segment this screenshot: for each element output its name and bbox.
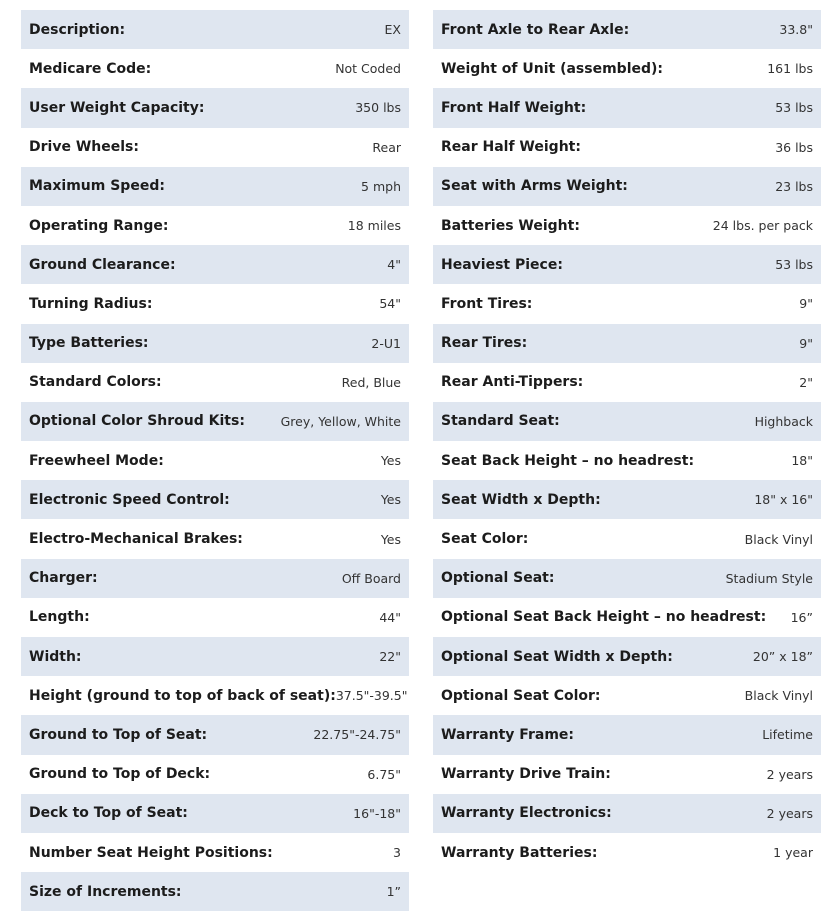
- spec-value: 44": [379, 609, 401, 625]
- spec-row: [433, 402, 821, 441]
- spec-label: Electro-Mechanical Brakes:: [29, 531, 243, 548]
- spec-value: 9": [799, 335, 813, 351]
- spec-row: [433, 206, 821, 245]
- spec-label: Ground to Top of Seat:: [29, 726, 208, 743]
- spec-row: [21, 441, 409, 480]
- spec-row: [21, 794, 409, 833]
- spec-value: 2": [799, 374, 813, 390]
- spec-value: Lifetime: [762, 727, 813, 743]
- spec-value: 350 lbs: [355, 100, 401, 116]
- spec-label: Optional Seat Color:: [441, 687, 601, 704]
- spec-label: Type Batteries:: [29, 335, 149, 352]
- spec-label: Warranty Frame:: [441, 726, 575, 743]
- spec-label: Drive Wheels:: [29, 139, 139, 156]
- spec-value: 18 miles: [347, 218, 401, 234]
- spec-row: [433, 363, 821, 402]
- spec-row: [433, 676, 821, 715]
- spec-value: 53 lbs: [775, 257, 813, 273]
- spec-row: [433, 480, 821, 519]
- spec-row: [433, 10, 821, 49]
- spec-label: Electronic Speed Control:: [29, 491, 230, 508]
- spec-label: Optional Seat Back Height – no headrest:: [441, 609, 767, 626]
- spec-label: Height (ground to top of back of seat):: [29, 687, 336, 704]
- spec-row: [21, 206, 409, 245]
- spec-label: Rear Half Weight:: [441, 139, 581, 156]
- spec-row: [433, 284, 821, 323]
- spec-value: 36 lbs: [775, 139, 813, 155]
- spec-row: [433, 441, 821, 480]
- spec-row: [21, 49, 409, 88]
- spec-label: Weight of Unit (assembled):: [441, 60, 664, 77]
- spec-value: 5 mph: [361, 178, 401, 194]
- spec-label: Seat Back Height – no headrest:: [441, 452, 695, 469]
- spec-row: [21, 637, 409, 676]
- spec-label: Front Axle to Rear Axle:: [441, 21, 630, 38]
- spec-label: Width:: [29, 648, 82, 665]
- spec-value: 2 years: [766, 766, 813, 782]
- spec-value: Red, Blue: [341, 374, 401, 390]
- spec-value: Grey, Yellow, White: [280, 413, 401, 429]
- spec-value: 54": [379, 296, 401, 312]
- spec-label: Description:: [29, 21, 126, 38]
- spec-label: Optional Color Shroud Kits:: [29, 413, 245, 430]
- spec-label: Batteries Weight:: [441, 217, 580, 234]
- spec-value: 1 year: [773, 845, 813, 861]
- spec-row: [21, 676, 409, 715]
- spec-value: 53 lbs: [775, 100, 813, 116]
- spec-value: 16”: [790, 609, 813, 625]
- spec-row: [433, 794, 821, 833]
- spec-label: Rear Tires:: [441, 335, 528, 352]
- specs-table-left: [21, 10, 409, 911]
- spec-value: Rear: [372, 139, 401, 155]
- spec-row: [21, 363, 409, 402]
- spec-label: Warranty Batteries:: [441, 844, 598, 861]
- spec-value: 9": [799, 296, 813, 312]
- spec-row: [21, 128, 409, 167]
- spec-row: [21, 167, 409, 206]
- spec-value: Black Vinyl: [744, 688, 813, 704]
- spec-label: Heaviest Piece:: [441, 256, 563, 273]
- spec-label: Operating Range:: [29, 217, 169, 234]
- spec-label: Number Seat Height Positions:: [29, 844, 273, 861]
- spec-row: [21, 10, 409, 49]
- spec-row: [21, 402, 409, 441]
- spec-value: 18": [791, 453, 813, 469]
- spec-value: Black Vinyl: [744, 531, 813, 547]
- spec-value: 3: [393, 845, 401, 861]
- spec-label: Turning Radius:: [29, 295, 153, 312]
- spec-label: Freewheel Mode:: [29, 452, 164, 469]
- spec-label: Rear Anti-Tippers:: [441, 374, 584, 391]
- spec-value: Yes: [380, 531, 401, 547]
- spec-row: [21, 872, 409, 911]
- spec-value: 23 lbs: [775, 178, 813, 194]
- spec-value: 24 lbs. per pack: [712, 218, 813, 234]
- spec-label: Standard Seat:: [441, 413, 560, 430]
- spec-label: Maximum Speed:: [29, 178, 165, 195]
- spec-row: [433, 88, 821, 127]
- spec-value: 4": [387, 257, 401, 273]
- spec-row: [433, 755, 821, 794]
- spec-row: [21, 245, 409, 284]
- spec-row: [21, 755, 409, 794]
- spec-label: Medicare Code:: [29, 60, 152, 77]
- spec-label: Seat Width x Depth:: [441, 491, 601, 508]
- spec-row: [21, 480, 409, 519]
- spec-label: Charger:: [29, 570, 98, 587]
- spec-row: [21, 598, 409, 637]
- spec-label: Warranty Drive Train:: [441, 766, 611, 783]
- spec-value: EX: [384, 22, 401, 38]
- spec-value: 16"-18": [353, 805, 401, 821]
- spec-value: 161 lbs: [767, 61, 813, 77]
- spec-value: 18" x 16": [754, 492, 813, 508]
- spec-label: Optional Seat Width x Depth:: [441, 648, 673, 665]
- spec-label: Warranty Electronics:: [441, 805, 612, 822]
- spec-row: [21, 833, 409, 872]
- spec-value: Stadium Style: [725, 570, 813, 586]
- spec-value: 1”: [386, 884, 401, 900]
- spec-row: [433, 49, 821, 88]
- spec-label: Size of Increments:: [29, 883, 182, 900]
- spec-row: [433, 833, 821, 872]
- spec-row: [433, 637, 821, 676]
- spec-label: User Weight Capacity:: [29, 99, 205, 116]
- spec-value: 22.75"-24.75": [313, 727, 401, 743]
- spec-value: 33.8": [779, 22, 813, 38]
- spec-row: [433, 598, 821, 637]
- spec-value: Not Coded: [335, 61, 401, 77]
- spec-label: Seat Color:: [441, 531, 529, 548]
- spec-value: Off Board: [341, 570, 401, 586]
- spec-label: Front Half Weight:: [441, 99, 587, 116]
- spec-row: [433, 715, 821, 754]
- spec-value: 2 years: [766, 805, 813, 821]
- spec-row: [21, 284, 409, 323]
- spec-value: 22": [379, 649, 401, 665]
- spec-label: Optional Seat:: [441, 570, 555, 587]
- spec-value: 20” x 18”: [752, 649, 813, 665]
- spec-row: [21, 324, 409, 363]
- spec-value: 37.5"-39.5": [335, 688, 408, 704]
- spec-row: [433, 245, 821, 284]
- spec-label: Ground to Top of Deck:: [29, 766, 211, 783]
- spec-label: Standard Colors:: [29, 374, 162, 391]
- spec-label: Deck to Top of Seat:: [29, 805, 188, 822]
- spec-label: Ground Clearance:: [29, 256, 176, 273]
- spec-row: [21, 88, 409, 127]
- spec-row: [433, 167, 821, 206]
- spec-row: [21, 715, 409, 754]
- spec-value: Yes: [380, 453, 401, 469]
- spec-label: Front Tires:: [441, 295, 533, 312]
- spec-value: 2-U1: [371, 335, 401, 351]
- specs-table-right: [433, 10, 821, 872]
- spec-label: Seat with Arms Weight:: [441, 178, 628, 195]
- spec-row: [433, 559, 821, 598]
- spec-row: [21, 559, 409, 598]
- spec-label: Length:: [29, 609, 90, 626]
- spec-row: [21, 519, 409, 558]
- spec-value: 6.75": [367, 766, 401, 782]
- spec-value: Highback: [754, 413, 813, 429]
- spec-row: [433, 128, 821, 167]
- spec-row: [433, 519, 821, 558]
- spec-value: Yes: [380, 492, 401, 508]
- spec-row: [433, 324, 821, 363]
